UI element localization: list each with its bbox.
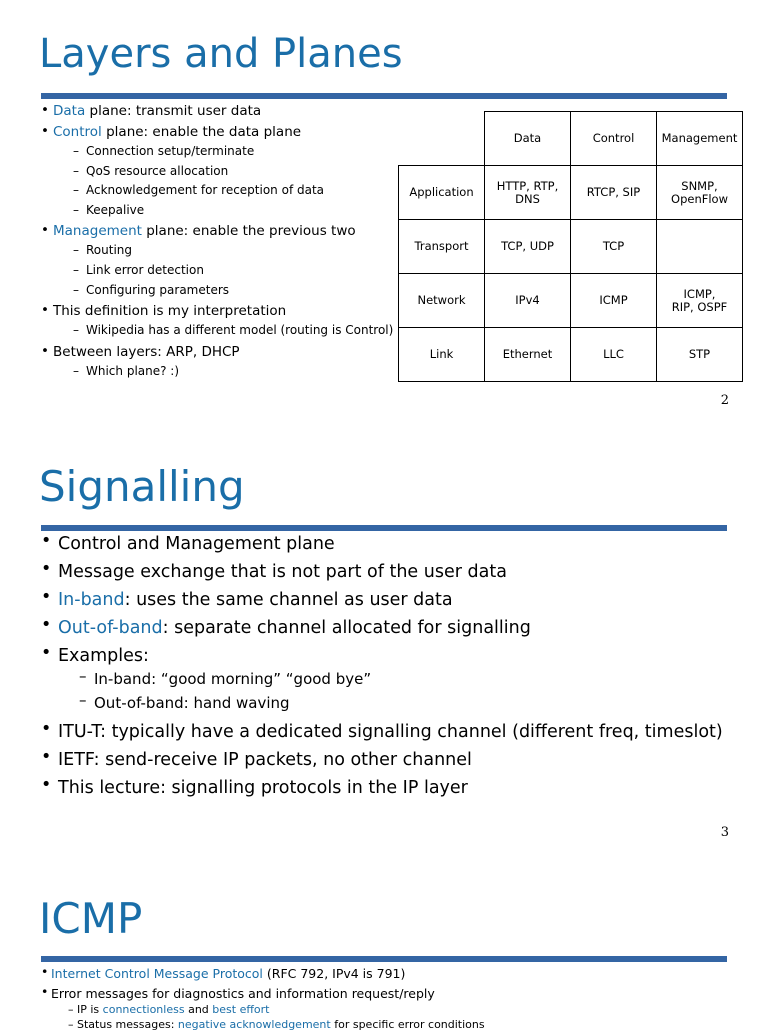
- sub-bullet-item: – Which plane? :): [70, 362, 401, 382]
- table-row: [399, 166, 743, 220]
- sub-bullet-list: [70, 321, 401, 341]
- table-cell: IPv4: [485, 274, 571, 328]
- sub-bullet-text: Status messages:: [77, 1018, 178, 1031]
- bullet-text: This lecture: signalling protocols in the IP layer: [58, 778, 468, 798]
- table-cell: LLC: [571, 328, 657, 382]
- sub-bullet-item: – Connection setup/terminate: [70, 142, 401, 162]
- slide-title: Layers and Planes: [39, 31, 403, 77]
- bullet-item: [41, 121, 401, 220]
- bullet-text: Control and Management plane: [58, 534, 335, 554]
- table-header-row: [399, 112, 743, 166]
- bullet-item: [41, 220, 401, 300]
- table-cell: [657, 220, 743, 274]
- bullet-list: [41, 530, 731, 802]
- bullet-item: [41, 614, 731, 642]
- sub-bullet-list: [76, 667, 731, 715]
- sub-bullet-highlight: connectionless: [102, 1003, 185, 1016]
- bullet-item: [41, 746, 731, 774]
- bullet-item: [41, 642, 731, 718]
- table-cell: Ethernet: [485, 328, 571, 382]
- sub-bullet-text: for specific error conditions: [330, 1018, 485, 1031]
- bullet-text: plane: transmit user data: [85, 103, 262, 119]
- sub-bullet-item: – Configuring parameters: [70, 281, 401, 301]
- bullet-text: Between layers: ARP, DHCP: [53, 343, 240, 360]
- table-cell: ICMP, RIP, OSPF: [657, 274, 743, 328]
- bullet-text: (RFC 792, IPv4 is 791): [262, 966, 406, 981]
- column-header: Data: [485, 112, 571, 166]
- sub-bullet-text: IP is: [77, 1003, 103, 1016]
- bullet-item: [41, 530, 731, 558]
- sub-bullet-text: and: [184, 1003, 213, 1016]
- sub-bullet-list: [70, 241, 401, 300]
- column-header: Control: [571, 112, 657, 166]
- bullet-text: : separate channel allocated for signalling: [162, 618, 531, 638]
- bullet-list: [41, 100, 401, 381]
- bullet-item: [41, 718, 731, 746]
- slide-title: Signalling: [39, 462, 245, 511]
- bullet-item: [41, 984, 731, 1034]
- table-cell: SNMP, OpenFlow: [657, 166, 743, 220]
- sub-bullet-item: – Out-of-band: hand waving: [76, 691, 731, 715]
- slide-title: ICMP: [39, 894, 143, 943]
- bullet-text: This definition is my interpretation: [53, 303, 287, 320]
- row-header: Link: [399, 328, 485, 382]
- sub-bullet-list: [65, 1002, 731, 1032]
- row-header: Transport: [399, 220, 485, 274]
- bullet-item: [41, 964, 731, 984]
- bullet-highlight: Data: [53, 103, 86, 119]
- bullet-text: : uses the same channel as user data: [124, 590, 453, 610]
- title-divider: [41, 93, 727, 99]
- table-cell: HTTP, RTP, DNS: [485, 166, 571, 220]
- bullet-highlight: In-band: [58, 590, 125, 610]
- sub-bullet-item: – Link error detection: [70, 261, 401, 281]
- table-body: [399, 112, 743, 382]
- table-corner: [399, 112, 485, 166]
- bullet-text: Error messages for diagnostics and information request/reply: [51, 986, 435, 1001]
- sub-bullet-item: [65, 1017, 731, 1032]
- table-cell: ICMP: [571, 274, 657, 328]
- sub-bullet-highlight: best effort: [212, 1003, 270, 1016]
- layers-planes-table: [398, 111, 743, 382]
- bullet-item: [41, 100, 401, 121]
- sub-bullet-item: – Keepalive: [70, 201, 401, 221]
- sub-bullet-item: – Routing: [70, 241, 401, 261]
- slide-icmp: [0, 880, 768, 1031]
- table-row: [399, 220, 743, 274]
- row-header: Application: [399, 166, 485, 220]
- bullet-highlight: Internet Control Message Protocol: [51, 966, 263, 981]
- table-cell: TCP: [571, 220, 657, 274]
- column-header: Management: [657, 112, 743, 166]
- bullet-item: [41, 341, 401, 382]
- bullet-text: Message exchange that is not part of the user data: [58, 562, 507, 582]
- bullet-text: Examples:: [58, 646, 149, 666]
- sub-bullet-item: [65, 1002, 731, 1017]
- bullet-highlight: Management: [53, 223, 142, 240]
- sub-bullet-item: – In-band: “good morning” “good bye”: [76, 667, 731, 691]
- sub-bullet-highlight: negative acknowledgement: [177, 1018, 331, 1031]
- bullet-item: [41, 558, 731, 586]
- sub-bullet-list: [70, 142, 401, 220]
- table-row: [399, 328, 743, 382]
- title-divider: [41, 956, 727, 962]
- bullet-text: ITU-T: typically have a dedicated signalling channel (different freq, timeslot): [58, 722, 723, 742]
- bullet-item: [41, 774, 731, 802]
- bullet-text: IETF: send-receive IP packets, no other channel: [58, 750, 472, 770]
- sub-bullet-item: – Wikipedia has a different model (routing is Control): [70, 321, 401, 341]
- bullet-highlight: Out-of-band: [58, 618, 163, 638]
- table-cell: STP: [657, 328, 743, 382]
- bullet-text: plane: enable the data plane: [101, 124, 302, 140]
- row-header: Network: [399, 274, 485, 328]
- page-number: 3: [720, 825, 729, 840]
- table-cell: RTCP, SIP: [571, 166, 657, 220]
- sub-bullet-list: [70, 362, 401, 382]
- slide-signalling: [0, 440, 768, 850]
- bullet-highlight: Control: [53, 124, 102, 140]
- table-cell: TCP, UDP: [485, 220, 571, 274]
- bullet-item: [41, 586, 731, 614]
- sub-bullet-item: – Acknowledgement for reception of data: [70, 181, 401, 201]
- bullet-text: plane: enable the previous two: [141, 223, 356, 240]
- bullet-item: [41, 300, 401, 341]
- page-number: 2: [720, 393, 729, 408]
- table-row: [399, 274, 743, 328]
- bullet-list: [41, 964, 731, 1034]
- slide-layers-and-planes: [0, 0, 768, 420]
- sub-bullet-item: – QoS resource allocation: [70, 162, 401, 182]
